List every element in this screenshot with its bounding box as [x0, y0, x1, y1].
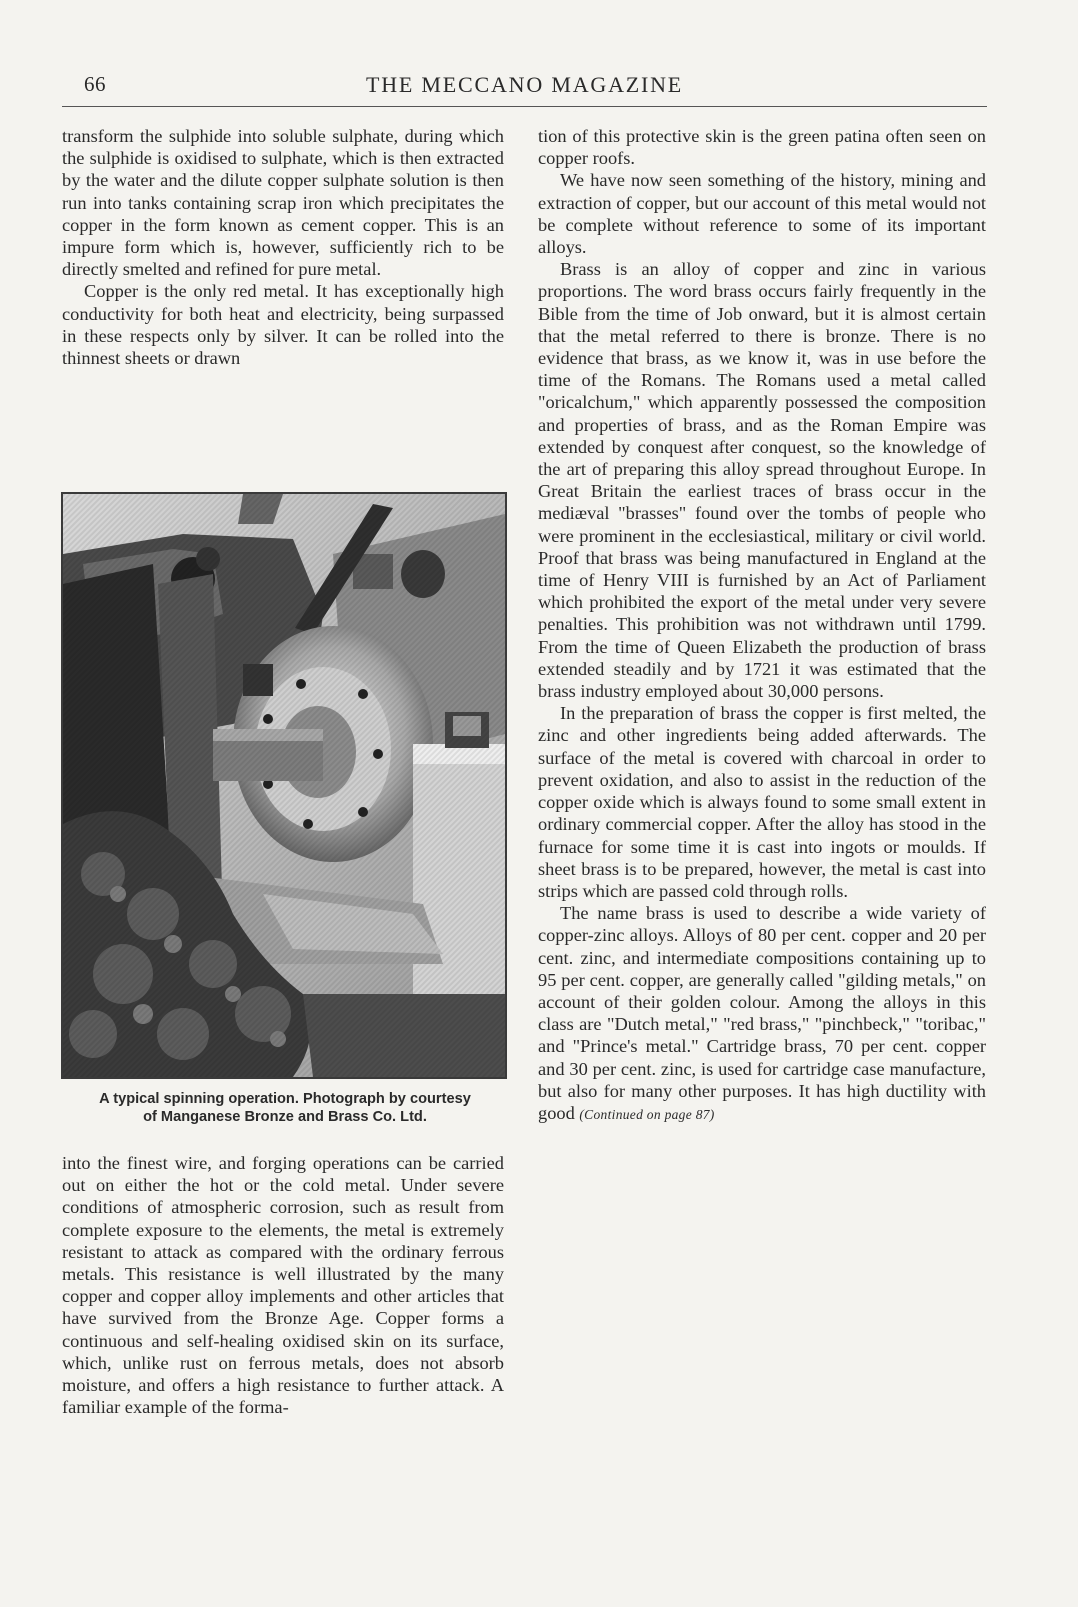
paragraph: Copper is the only red metal. It has exceptionally high conductivity for both heat and electricity, being surpassed in these respects only by silver. It can be rolled into the thinnest sheets or drawn [62, 281, 504, 369]
caption-line: A typical spinning operation. Photograph by courtesy [99, 1091, 471, 1107]
caption-line: of Manganese Bronze and Brass Co. Ltd. [143, 1109, 427, 1125]
left-column-bottom [62, 1152, 504, 1418]
photo-illustration [63, 494, 505, 1077]
paragraph-last [538, 902, 986, 1126]
paragraph: into the finest wire, and forging operations can be carried out on either the hot or the cold metal. Under severe conditions of atmospheric corrosion, such as result from complete exposure to the elements, the metal is extremely resistant to attack as compared with the ordinary ferrous metals. This resistance is well illustrated by the many copper and copper alloy implements and other articles that have survived from the Bronze Age. Copper forms a continuous and self-healing oxidised skin on its surface, which, unlike rust on ferrous metals, does not absorb moisture, and offers a high resistance to further attack. A familiar example of the forma- [62, 1153, 504, 1418]
header-rule [62, 106, 987, 107]
magazine-title: THE MECCANO MAGAZINE [365, 72, 684, 97]
paragraph: We have now seen something of the history, mining and extraction of copper, but our account of this metal would not be complete without reference to some of its important alloys. [538, 170, 986, 258]
paragraph-text: The name brass is used to describe a wide variety of copper-zinc alloys. Alloys of 80 per cent. copper and 20 per cent. zinc, and intermediate compositions containing up to 95 per cent. copper, are generally called "gilding metals," on account of their golden colour. Among the alloys in this class are "Dutch metal," "red brass," "pinchbeck," "toribac," and "Prince's metal." Cartridge brass, 70 per cent. copper and 30 per cent. zinc, is used for cartridge case manufacture, but also for many other purposes. It has high ductility with good [538, 903, 986, 1123]
page-number: 66 [84, 72, 106, 96]
left-column-top [62, 125, 504, 369]
photo-caption [56, 1090, 514, 1126]
paragraph: tion of this protective skin is the green patina often seen on copper roofs. [538, 126, 986, 169]
page-header [62, 72, 987, 108]
continued-note[interactable]: (Continued on page 87) [579, 1106, 715, 1122]
paragraph: In the preparation of brass the copper is first melted, the zinc and other ingredients being added afterwards. The surface of the metal is covered with charcoal in order to prevent oxidation, and also to assist in the reduction of the copper oxide which is always found to some small extent in ordinary commercial copper. After the alloy has stood in the furnace for some time it is cast into ingots or moulds. If sheet brass is to be prepared, however, the metal is cast into strips which are passed cold through rolls. [538, 703, 986, 901]
paragraph: Brass is an alloy of copper and zinc in various proportions. The word brass occurs fairly frequently in the Bible from the time of Job onward, but it is almost certain that the metal referred to there is bronze. There is no evidence that brass, as we know it, was in use before the time of the Romans. The Romans used a metal called "oricalchum," which apparently possessed the composition and properties of brass, and as the Roman Empire was extended by conquest after conquest, so the knowledge of the art of preparing this alloy spread throughout Europe. In Great Britain the earliest traces of brass occur in the mediæval "brasses" found over the tombs of people who were prominent in the ecclesiastical, military or civil world. Proof that brass was being manufactured in England at the time of Henry VIII is furnished by an Act of Parliament which prohibited the export of the metal under very severe penalties. This prohibition was not withdrawn until 1799. From the time of Queen Elizabeth the production of brass extended steadily and by 1721 it was estimated that the brass industry employed about 30,000 persons. [538, 259, 986, 702]
right-column [538, 125, 986, 1126]
spinning-operation-photo [61, 492, 507, 1079]
paragraph: transform the sulphide into soluble sulphate, during which the sulphide is oxidised to sulphate, which is then extracted by the water and the dilute copper sulphate solution is then run into tanks containing scrap iron which precipitates the copper in the form known as cement copper. This is an impure form which is, however, sufficiently rich to be directly smelted and refined for pure metal. [62, 126, 504, 280]
